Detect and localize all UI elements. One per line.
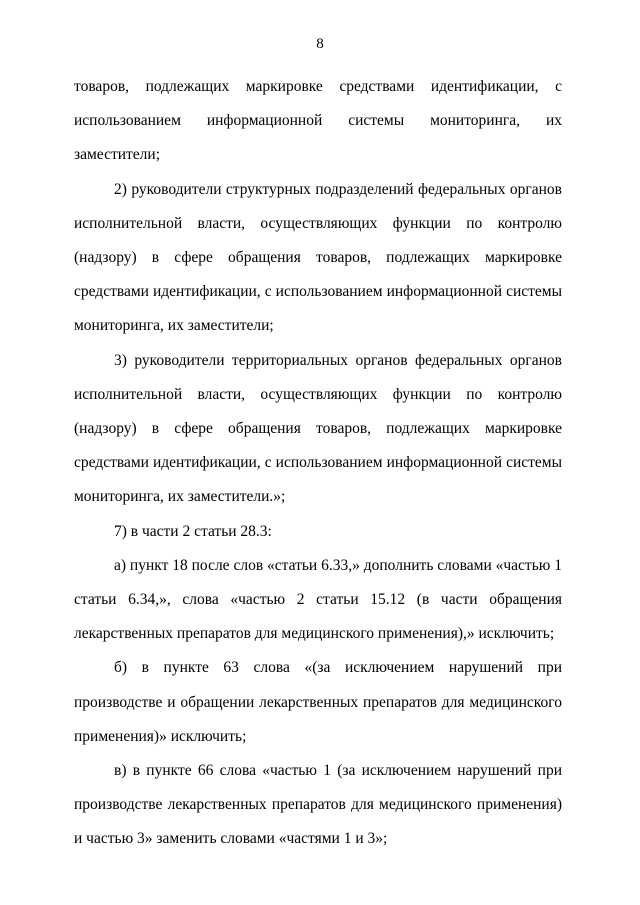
paragraph-item-7: 7) в части 2 статьи 28.3: bbox=[114, 522, 272, 540]
page-number: 8 bbox=[316, 36, 324, 52]
paragraph-subitem-a: а) пункт 18 после слов «статьи 6.33,» дополнить словами «частью 1 статьи 6.34,», слова «частью 2 статьи 15.12 (в части обращения лекарственных препаратов для медицинского применения),» исключить; bbox=[74, 556, 562, 643]
document-body bbox=[74, 70, 562, 857]
paragraph-subitem-v: в) в пункте 66 слова «частью 1 (за исключением нарушений при производстве лекарственных препаратов для медицинского применения) и частью 3» заменить словами «частями 1 и 3»; bbox=[74, 762, 562, 848]
paragraph-item-2: 2) руководители структурных подразделений федеральных органов исполнительной власти, осуществляющих функции по контролю (надзору) в сфере обращения товаров, подлежащих маркировке средствами идентификации, с использованием информационной системы мониторинга, их заместители; bbox=[74, 180, 562, 335]
paragraph-subitem-b: б) в пункте 63 слова «(за исключением нарушений при производстве и обращении лекарственных препаратов для медицинского применения)» исключить; bbox=[74, 659, 562, 745]
paragraph-continuation: товаров, подлежащих маркировке средствами идентификации, с использованием информационной системы мониторинга, их заместители; bbox=[74, 78, 562, 164]
paragraph-item-3: 3) руководители территориальных органов федеральных органов исполнительной власти, осуществляющих функции по контролю (надзору) в сфере обращения товаров, подлежащих маркировке средствами идентификации, с использованием информационной системы мониторинга, их заместители.»; bbox=[74, 351, 562, 506]
